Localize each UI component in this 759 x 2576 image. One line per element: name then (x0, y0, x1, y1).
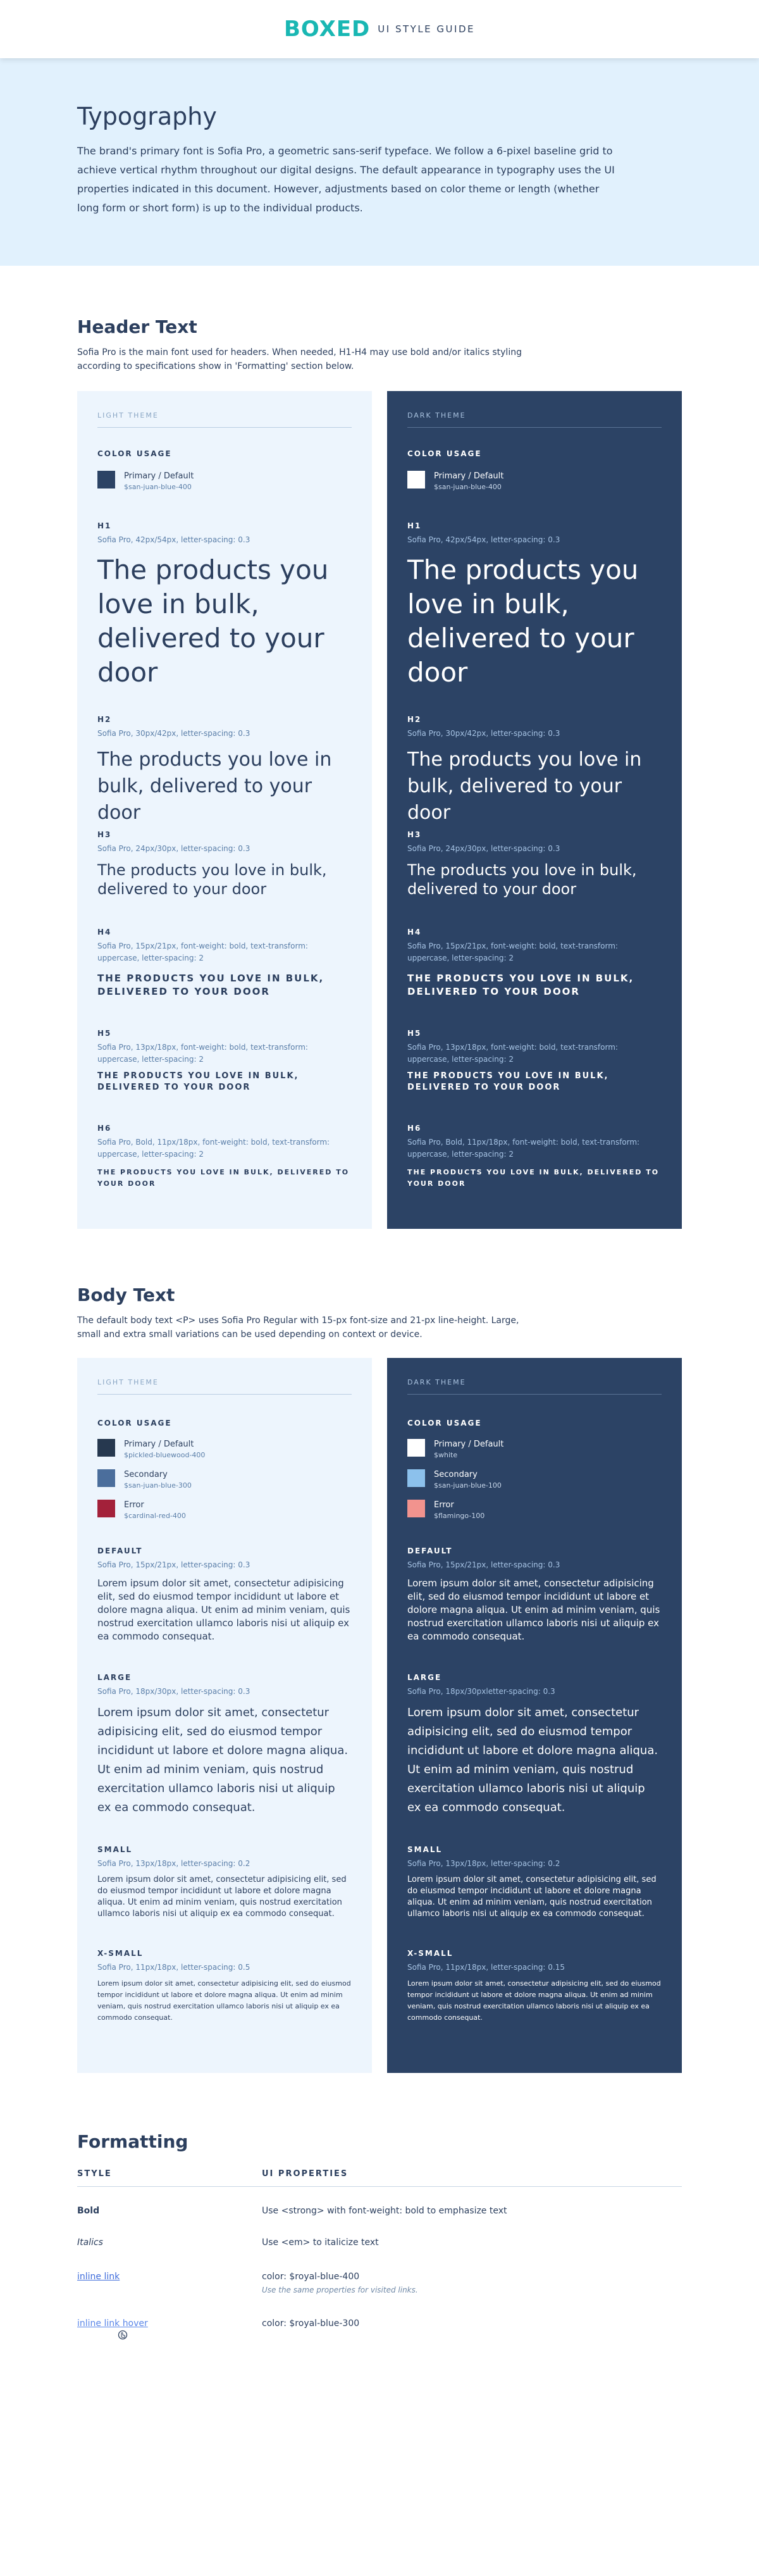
large-sample: Lorem ipsum dolor sit amet, consectetur adipisicing elit, sed do eiusmod tempor incididunt ut labore et dolore magna aliqua. Ut enim ad minim veniam, quis nostrud exercitation ullamco laboris nisi ut aliquip ex ea commodo consequat. (407, 1706, 658, 1814)
swatch-label: Primary / Default (434, 1440, 504, 1449)
swatch-text-error (434, 1500, 484, 1521)
h3-spec: Sofia Pro, 24px/30px, letter-spacing: 0.3 (97, 844, 250, 853)
h1-label: H1 (407, 521, 422, 530)
swatch-variable: $san-juan-blue-300 (124, 1481, 192, 1490)
swatch-label: Primary / Default (124, 471, 194, 481)
large-label: LARGE (97, 1673, 132, 1682)
swatch-label: Error (124, 1500, 144, 1510)
color-swatch-secondary (97, 1469, 115, 1487)
inline-link-hover[interactable]: inline link hover (77, 2318, 148, 2329)
column-ui-properties: UI PROPERTIES (262, 2169, 349, 2179)
swatch-text-error (124, 1500, 186, 1521)
h4-spec: Sofia Pro, 15px/21px, font-weight: bold, text-transform: uppercase, letter-spacing: 2 (97, 942, 308, 962)
panel-title: DARK THEME (407, 1378, 662, 1395)
h3-sample: The products you love in bulk, delivered to your door (97, 861, 327, 898)
swatch-text-secondary (434, 1469, 502, 1491)
xsmall-spec: Sofia Pro, 11px/18px, letter-spacing: 0.5 (97, 1963, 250, 1972)
h6-spec: Sofia Pro, Bold, 11px/18px, font-weight: bold, text-transform: uppercase, letter-spacing: 2 (97, 1138, 330, 1159)
default-spec: Sofia Pro, 15px/21px, letter-spacing: 0.3 (97, 1560, 250, 1569)
color-swatch-secondary (407, 1469, 425, 1487)
default-sample: Lorem ipsum dolor sit amet, consectetur adipisicing elit, sed do eiusmod tempor incididunt ut labore et dolore magna aliqua. Ut enim ad minim veniam, quis nostrud exercitation ullamco laboris nisi ut aliquip ex ea commodo consequat. (407, 1577, 660, 1642)
h2-sample: The products you love in bulk, delivered to your door (97, 749, 332, 824)
color-usage-label: COLOR USAGE (97, 449, 172, 458)
swatch-text (124, 471, 194, 492)
style-guide-subtitle: UI STYLE GUIDE (378, 23, 475, 35)
h5-sample: THE PRODUCTS YOU LOVE IN BULK, DELIVERED TO YOUR DOOR (97, 1071, 299, 1092)
swatch-variable: $san-juan-blue-400 (434, 483, 502, 491)
color-usage-label: COLOR USAGE (407, 1419, 482, 1428)
h6-sample: THE PRODUCTS YOU LOVE IN BULK, DELIVERED TO YOUR DOOR (407, 1168, 660, 1188)
h1-spec: Sofia Pro, 42px/54px, letter-spacing: 0.3 (407, 535, 560, 544)
h2-label: H2 (407, 715, 422, 724)
h1-label: H1 (97, 521, 112, 530)
h2-label: H2 (97, 715, 112, 724)
h2-spec: Sofia Pro, 30px/42px, letter-spacing: 0.3 (407, 729, 560, 738)
row-properties-text: color: $royal-blue-400 (262, 2272, 360, 2282)
h6-label: H6 (407, 1124, 422, 1133)
column-style: STYLE (77, 2169, 112, 2179)
boxed-logo[interactable]: BOXED (284, 16, 371, 42)
default-spec: Sofia Pro, 15px/21px, letter-spacing: 0.3 (407, 1560, 560, 1569)
panel-title: LIGHT THEME (97, 1378, 352, 1395)
header-dark-panel (387, 391, 682, 1229)
h4-sample: THE PRODUCTS YOU LOVE IN BULK, DELIVERED TO YOUR DOOR (97, 973, 324, 997)
h6-spec: Sofia Pro, Bold, 11px/18px, font-weight: bold, text-transform: uppercase, letter-spacing: 2 (407, 1138, 640, 1159)
default-label: DEFAULT (407, 1546, 453, 1555)
large-spec: Sofia Pro, 18px/30px, letter-spacing: 0.3 (97, 1687, 250, 1696)
color-usage-label: COLOR USAGE (97, 1419, 172, 1428)
color-usage-label: COLOR USAGE (407, 449, 482, 458)
xsmall-spec: Sofia Pro, 11px/18px, letter-spacing: 0.15 (407, 1963, 565, 1972)
color-swatch-primary (407, 1439, 425, 1457)
panel-title: DARK THEME (407, 411, 662, 428)
formatting-table-header (77, 2164, 682, 2187)
intro-text: The brand's primary font is Sofia Pro, a geometric sans-serif typeface. We follow a 6-pixel baseline grid to achieve vertical rhythm throughout our digital designs. The default appearance in typography uses the UI properties indicated in this document. However, adjustments based on color theme or length (whether long form or short form) is up to the individual products. (77, 145, 615, 214)
small-sample: Lorem ipsum dolor sit amet, consectetur adipisicing elit, sed do eiusmod tempor incididunt ut labore et dolore magna aliqua. Ut enim ad minim veniam, quis nostrud exercitation ullamco laboris nisi ut aliquip ex ea commodo consequat. (97, 1875, 347, 1919)
swatch-text (434, 471, 503, 492)
h3-label: H3 (97, 830, 112, 839)
row-properties (262, 2272, 418, 2294)
inline-link[interactable]: inline link (77, 2272, 120, 2282)
top-bar (0, 0, 759, 58)
row-properties: Use <em> to italicize text (262, 2237, 379, 2248)
default-sample: Lorem ipsum dolor sit amet, consectetur adipisicing elit, sed do eiusmod tempor incididunt ut labore et dolore magna aliqua. Ut enim ad minim veniam, quis nostrud exercitation ullamco laboris nisi ut aliquip ex ea commodo consequat. (97, 1577, 350, 1642)
intro-section (0, 58, 759, 266)
swatch-label: Secondary (124, 1470, 168, 1479)
h2-sample: The products you love in bulk, delivered to your door (407, 749, 642, 824)
header-light-panel (77, 391, 372, 1229)
swatch-label: Secondary (434, 1470, 478, 1479)
header-text-title: Header Text (77, 316, 197, 337)
xsmall-sample: Lorem ipsum dolor sit amet, consectetur adipisicing elit, sed do eiusmod tempor incididunt ut labore et dolore magna aliqua. Ut enim ad minim veniam, quis nostrud exercitation ullamco laboris nisi ut aliquip ex ea commodo consequat. (407, 1979, 661, 2022)
small-spec: Sofia Pro, 13px/18px, letter-spacing: 0.2 (407, 1859, 560, 1868)
swatch-variable: $cardinal-red-400 (124, 1512, 186, 1520)
panel-title: LIGHT THEME (97, 411, 352, 428)
color-swatch-primary (407, 471, 425, 488)
color-swatch-primary (97, 471, 115, 488)
h3-sample: The products you love in bulk, delivered to your door (407, 861, 637, 898)
h5-sample: THE PRODUCTS YOU LOVE IN BULK, DELIVERED TO YOUR DOOR (407, 1071, 609, 1092)
style-italics: Italics (77, 2237, 103, 2248)
h6-label: H6 (97, 1124, 112, 1133)
page-title: Typography (77, 103, 217, 130)
body-dark-panel (387, 1358, 682, 2073)
h2-spec: Sofia Pro, 30px/42px, letter-spacing: 0.3 (97, 729, 250, 738)
h6-sample: THE PRODUCTS YOU LOVE IN BULK, DELIVERED TO YOUR DOOR (97, 1168, 350, 1188)
row-properties: color: $royal-blue-300 (262, 2318, 360, 2329)
large-label: LARGE (407, 1673, 442, 1682)
h3-spec: Sofia Pro, 24px/30px, letter-spacing: 0.3 (407, 844, 560, 853)
color-swatch-error (97, 1500, 115, 1517)
small-label: SMALL (407, 1845, 443, 1854)
swatch-variable: $san-juan-blue-400 (124, 483, 192, 491)
h5-spec: Sofia Pro, 13px/18px, font-weight: bold, text-transform: uppercase, letter-spacing: 2 (97, 1043, 308, 1064)
body-text-description: The default body text <P> uses Sofia Pro Regular with 15-px font-size and 21-px line-height. Large, small and extra small variations can be used depending on context or device. (77, 1316, 519, 1340)
small-spec: Sofia Pro, 13px/18px, letter-spacing: 0.2 (97, 1859, 250, 1868)
swatch-text-primary (124, 1439, 205, 1460)
small-label: SMALL (97, 1845, 133, 1854)
default-label: DEFAULT (97, 1546, 143, 1555)
color-swatch-primary (97, 1439, 115, 1457)
h4-spec: Sofia Pro, 15px/21px, font-weight: bold, text-transform: uppercase, letter-spacing: 2 (407, 942, 618, 962)
swatch-text-primary (434, 1439, 503, 1460)
large-sample: Lorem ipsum dolor sit amet, consectetur adipisicing elit, sed do eiusmod tempor incididunt ut labore et dolore magna aliqua. Ut enim ad minim veniam, quis nostrud exercitation ullamco laboris nisi ut aliquip ex ea commodo consequat. (97, 1706, 349, 1814)
h5-spec: Sofia Pro, 13px/18px, font-weight: bold, text-transform: uppercase, letter-spacing: 2 (407, 1043, 618, 1064)
swatch-label: Primary / Default (124, 1440, 194, 1449)
h4-label: H4 (97, 928, 112, 936)
body-light-panel (77, 1358, 372, 2073)
small-sample: Lorem ipsum dolor sit amet, consectetur adipisicing elit, sed do eiusmod tempor incididunt ut labore et dolore magna aliqua. Ut enim ad minim veniam, quis nostrud exercitation ullamco laboris nisi ut aliquip ex ea commodo consequat. (407, 1875, 657, 1919)
h1-spec: Sofia Pro, 42px/54px, letter-spacing: 0.3 (97, 535, 250, 544)
swatch-label: Primary / Default (434, 471, 504, 481)
style-bold: Bold (77, 2206, 100, 2216)
h4-sample: THE PRODUCTS YOU LOVE IN BULK, DELIVERED TO YOUR DOOR (407, 973, 634, 997)
xsmall-sample: Lorem ipsum dolor sit amet, consectetur adipisicing elit, sed do eiusmod tempor incididunt ut labore et dolore magna aliqua. Ut enim ad minim veniam, quis nostrud exercitation ullamco laboris nisi ut aliquip ex ea commodo consequat. (97, 1979, 351, 2022)
h1-sample: The products you love in bulk, delivered to your door (407, 554, 639, 688)
row-properties: Use <strong> with font-weight: bold to emphasize text (262, 2206, 507, 2216)
swatch-text-secondary (124, 1469, 192, 1491)
header-text-description: Sofia Pro is the main font used for headers. When needed, H1-H4 may use bold and/or italics styling according to specifications show in 'Formatting' section below. (77, 347, 522, 371)
h1-sample: The products you love in bulk, delivered to your door (97, 554, 329, 688)
xsmall-label: X-SMALL (97, 1949, 144, 1958)
formatting-title: Formatting (77, 2131, 188, 2152)
swatch-variable: $white (434, 1451, 458, 1459)
body-text-title: Body Text (77, 1285, 175, 1305)
hand-cursor-icon (118, 2330, 128, 2340)
swatch-variable: $san-juan-blue-100 (434, 1481, 502, 1490)
color-swatch-error (407, 1500, 425, 1517)
h5-label: H5 (97, 1029, 112, 1038)
large-spec: Sofia Pro, 18px/30pxletter-spacing: 0.3 (407, 1687, 555, 1696)
swatch-label: Error (434, 1500, 454, 1510)
h3-label: H3 (407, 830, 422, 839)
swatch-variable: $flamingo-100 (434, 1512, 485, 1520)
row-properties-note: Use the same properties for visited links. (262, 2286, 418, 2294)
h4-label: H4 (407, 928, 422, 936)
h5-label: H5 (407, 1029, 422, 1038)
xsmall-label: X-SMALL (407, 1949, 454, 1958)
swatch-variable: $pickled-bluewood-400 (124, 1451, 206, 1459)
